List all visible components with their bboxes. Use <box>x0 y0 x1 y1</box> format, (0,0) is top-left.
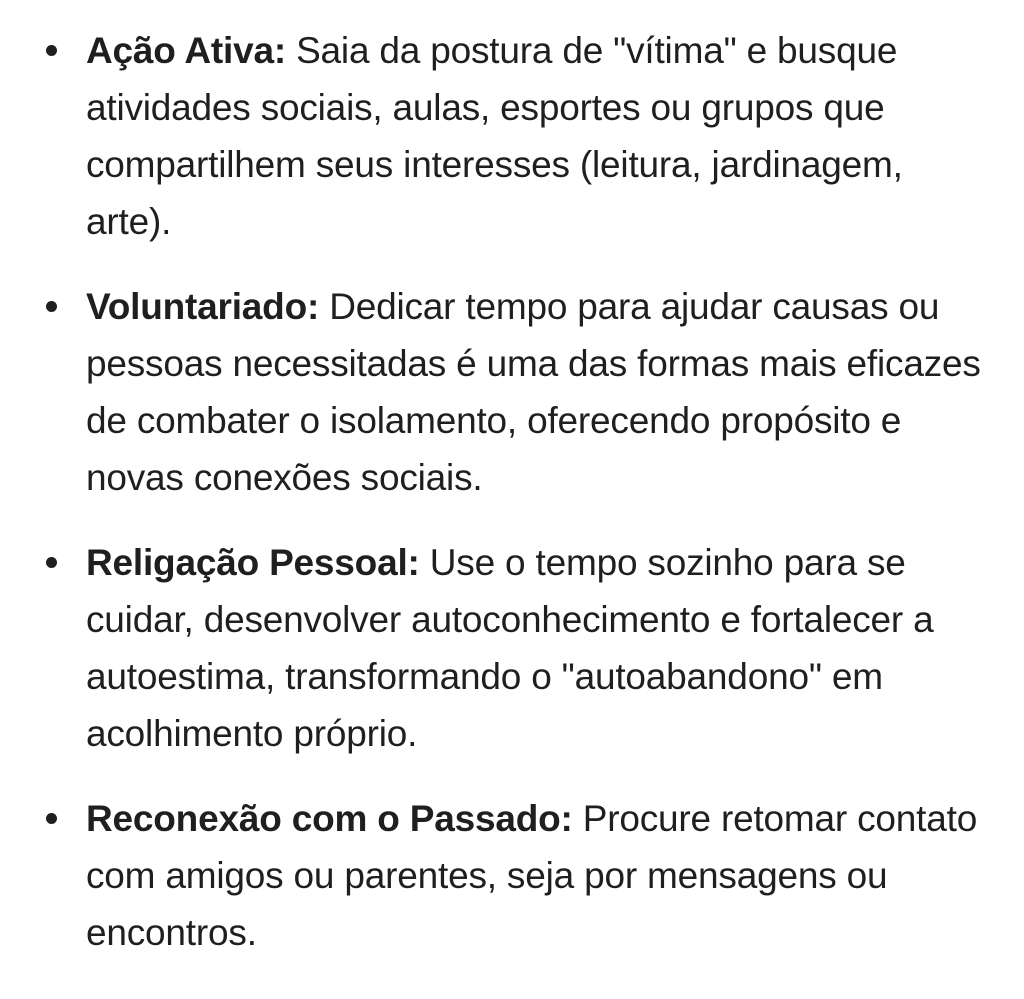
bullet-icon <box>46 45 57 56</box>
bullet-icon <box>46 301 57 312</box>
item-text: Use o tempo sozinho para se cuidar, desenvolver autoconhecimento e fortalecer a autoestima, transformando o "autoabandono" em acolhimento próprio. <box>86 542 934 754</box>
item-title: Ação Ativa: <box>86 30 297 71</box>
item-title: Reconexão com o Passado: <box>86 798 583 839</box>
bullet-icon <box>46 557 57 568</box>
item-title: Voluntariado: <box>86 286 330 327</box>
item-title: Religação Pessoal: <box>86 542 430 583</box>
item-text: Procure retomar contato com amigos ou parentes, seja por mensagens ou encontros. <box>86 798 978 953</box>
list-item <box>0 790 1024 961</box>
list-item <box>0 534 1024 762</box>
item-text: Saia da postura de "vítima" e busque atividades sociais, aulas, esportes ou grupos que compartilhem seus interesses (leitura, jardinagem, arte). <box>86 30 903 242</box>
list-item <box>0 278 1024 506</box>
item-text: Dedicar tempo para ajudar causas ou pessoas necessitadas é uma das formas mais eficazes de combater o isolamento, oferecendo propósito e novas conexões sociais. <box>86 286 981 498</box>
list-item <box>0 22 1024 250</box>
document-content <box>0 22 1024 989</box>
bullet-list <box>0 22 1024 961</box>
bullet-icon <box>46 813 57 824</box>
